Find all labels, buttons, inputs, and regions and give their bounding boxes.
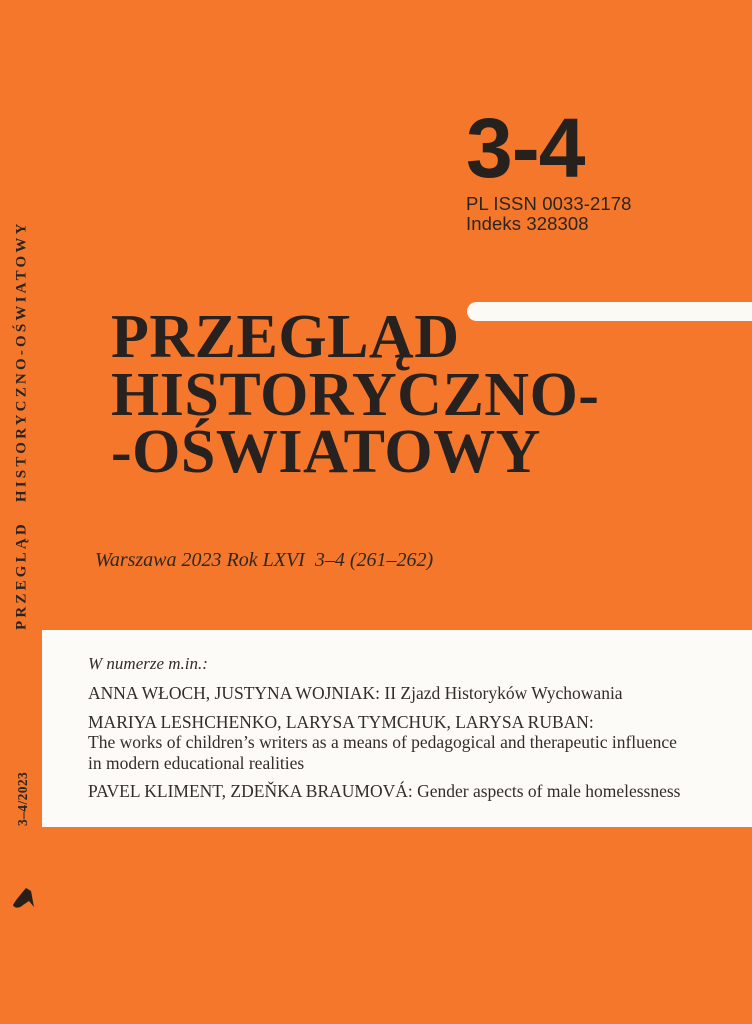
contents-intro: W numerze m.in.: xyxy=(88,654,208,673)
contents-item xyxy=(88,781,732,802)
journal-title-line-2: HISTORYCZNO- xyxy=(111,360,600,429)
publisher-logo-mark-icon xyxy=(12,886,39,911)
issue-number: 3-4 xyxy=(466,101,585,195)
contents-item xyxy=(88,712,732,774)
journal-title xyxy=(111,303,600,486)
contents-item-line: The works of children’s writers as a means of pedagogical and therapeutic influence xyxy=(88,732,677,752)
contents-item xyxy=(88,683,732,704)
issue-meta xyxy=(466,194,632,233)
contents-item-line: MARIYA LESHCHENKO, LARYSA TYMCHUK, LARYSA RUBAN: xyxy=(88,711,594,732)
contents-item-line: PAVEL KLIMENT, ZDEŇKA BRAUMOVÁ: Gender aspects of male homelessness xyxy=(88,781,681,801)
journal-title-line-3: -OŚWIATOWY xyxy=(111,418,541,486)
index-line: Indeks 328308 xyxy=(466,212,589,234)
spine-title: PRZEGLĄD HISTORYCZNO-OŚWIATOWY xyxy=(13,220,30,630)
contents-band xyxy=(42,630,752,827)
issue-block xyxy=(466,101,632,234)
spine-issue: 3–4/2023 xyxy=(15,771,30,826)
contents-item-line: in modern educational realities xyxy=(88,752,305,773)
imprint-line: Warszawa 2023 Rok LXVI 3–4 (261–262) xyxy=(95,549,434,571)
journal-title-line-1: PRZEGLĄD xyxy=(111,303,460,371)
contents-item-line: ANNA WŁOCH, JUSTYNA WOJNIAK: II Zjazd Historyków Wychowania xyxy=(88,683,623,703)
issn-line: PL ISSN 0033-2178 xyxy=(466,193,632,214)
